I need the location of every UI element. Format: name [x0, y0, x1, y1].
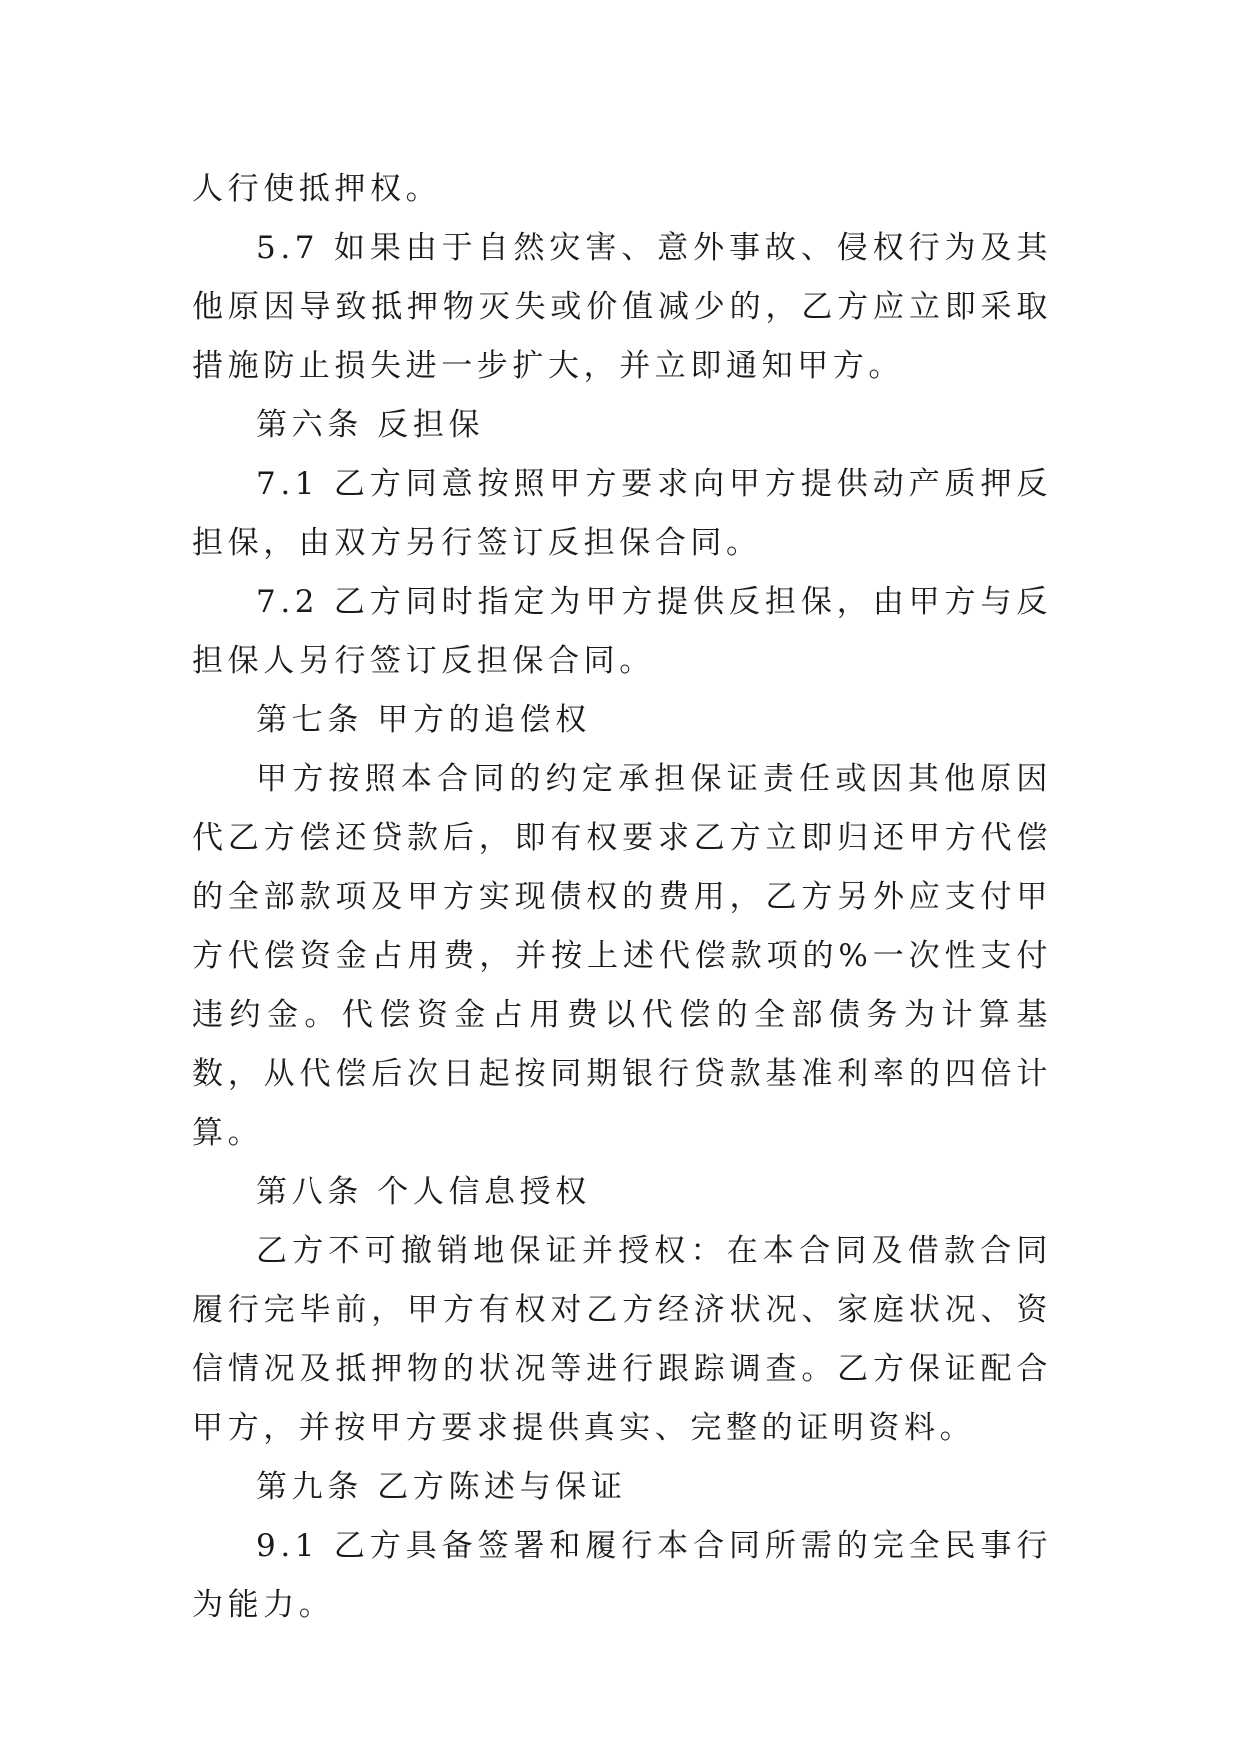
clause-5-7: 5.7 如果由于自然灾害、意外事故、侵权行为及其他原因导致抵押物灭失或价值减少的，乙方应立即采取措施防止损失进一步扩大，并立即通知甲方。 — [192, 230, 1052, 384]
article-9-heading: 第九条 乙方陈述与保证 — [256, 1469, 627, 1505]
article-8-body: 乙方不可撤销地保证并授权：在本合同及借款合同履行完毕前，甲方有权对乙方经济状况、家庭状况、资信情况及抵押物的状况等进行跟踪调查。乙方保证配合甲方，并按甲方要求提供真实、完整的证明资料。 — [192, 1233, 1052, 1446]
article-7-body: 甲方按照本合同的约定承担保证责任或因其他原因代乙方偿还贷款后，即有权要求乙方立即归还甲方代偿的全部款项及甲方实现债权的费用，乙方另外应支付甲方代偿资金占用费，并按上述代偿款项的%一次性支付违约金。代偿资金占用费以代偿的全部债务为计算基数，从代偿后次日起按同期银行贷款基准利率的四倍计算。 — [192, 761, 1052, 1151]
clause-9-1: 9.1 乙方具备签署和履行本合同所需的完全民事行为能力。 — [192, 1528, 1052, 1623]
clause-7-2: 7.2 乙方同时指定为甲方提供反担保，由甲方与反担保人另行签订反担保合同。 — [192, 584, 1052, 679]
paragraph-continuation: 人行使抵押权。 — [192, 171, 442, 207]
document-body — [192, 160, 1052, 1635]
clause-7-1: 7.1 乙方同意按照甲方要求向甲方提供动产质押反担保，由双方另行签订反担保合同。 — [192, 466, 1052, 561]
article-8-heading: 第八条 个人信息授权 — [256, 1174, 591, 1210]
article-6-heading: 第六条 反担保 — [256, 407, 485, 443]
article-7-heading: 第七条 甲方的追偿权 — [256, 702, 591, 738]
